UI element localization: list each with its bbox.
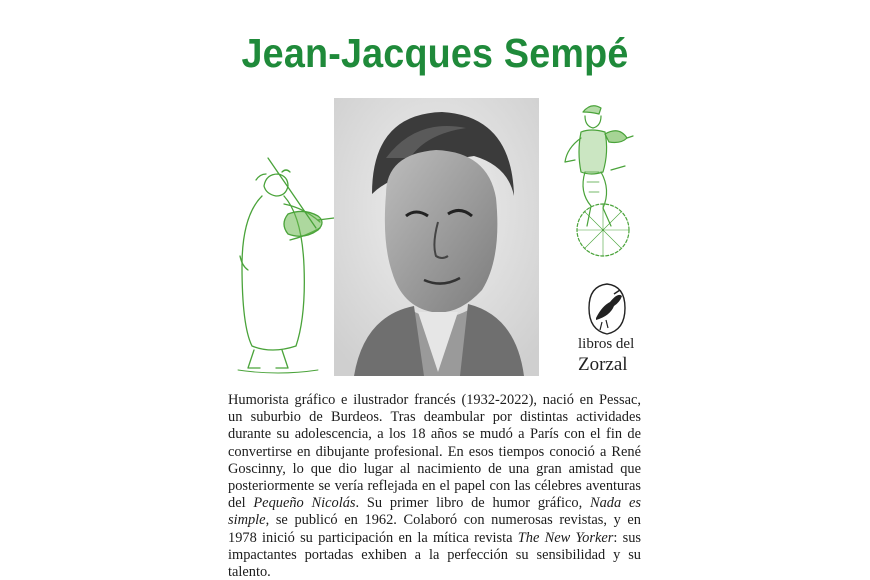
portrait-photo	[334, 98, 539, 376]
bio-italic-new-yorker: The New Yorker	[517, 529, 614, 546]
publisher-line1: libros del	[578, 336, 635, 352]
bio-text-4: : sus impactantes portadas exhiben a la perfección su sensibilidad y su talento.	[228, 529, 641, 580]
zorzal-bird-logo-icon	[584, 280, 630, 336]
violinist-illustration	[230, 150, 350, 380]
biography-paragraph	[228, 392, 641, 580]
page-title: Jean-Jacques Sempé	[241, 30, 629, 76]
publisher-logo-text	[578, 337, 668, 374]
bio-italic-nada-es-simple: Nada es simple	[228, 495, 641, 529]
bio-italic-pequeno-nicolas: Pequeño Nicolás	[253, 495, 356, 512]
publisher-line2: Zorzal	[578, 354, 628, 375]
bio-text-2: . Su primer libro de humor gráfico,	[355, 495, 590, 512]
cyclist-illustration	[545, 98, 655, 268]
bio-text-1: Humorista gráfico e ilustrador francés (1932-2022), nació en Pessac, un suburbio de Burdeos. Tras deambular por distintas actividades durante su adolescencia, a los 18 años se mudó a París con el fin de convertirse en dibujante profesional. En esos tiempos conoció a René Goscinny, lo que dio lugar al nacimiento de una gran amistad que posteriormente se vería reflejada en el papel con las célebres aventuras del	[228, 392, 641, 512]
bio-text-3: , se publicó en 1962. Colaboró con numerosas revistas, y en 1978 inició su participación en la mítica revista	[228, 512, 641, 546]
